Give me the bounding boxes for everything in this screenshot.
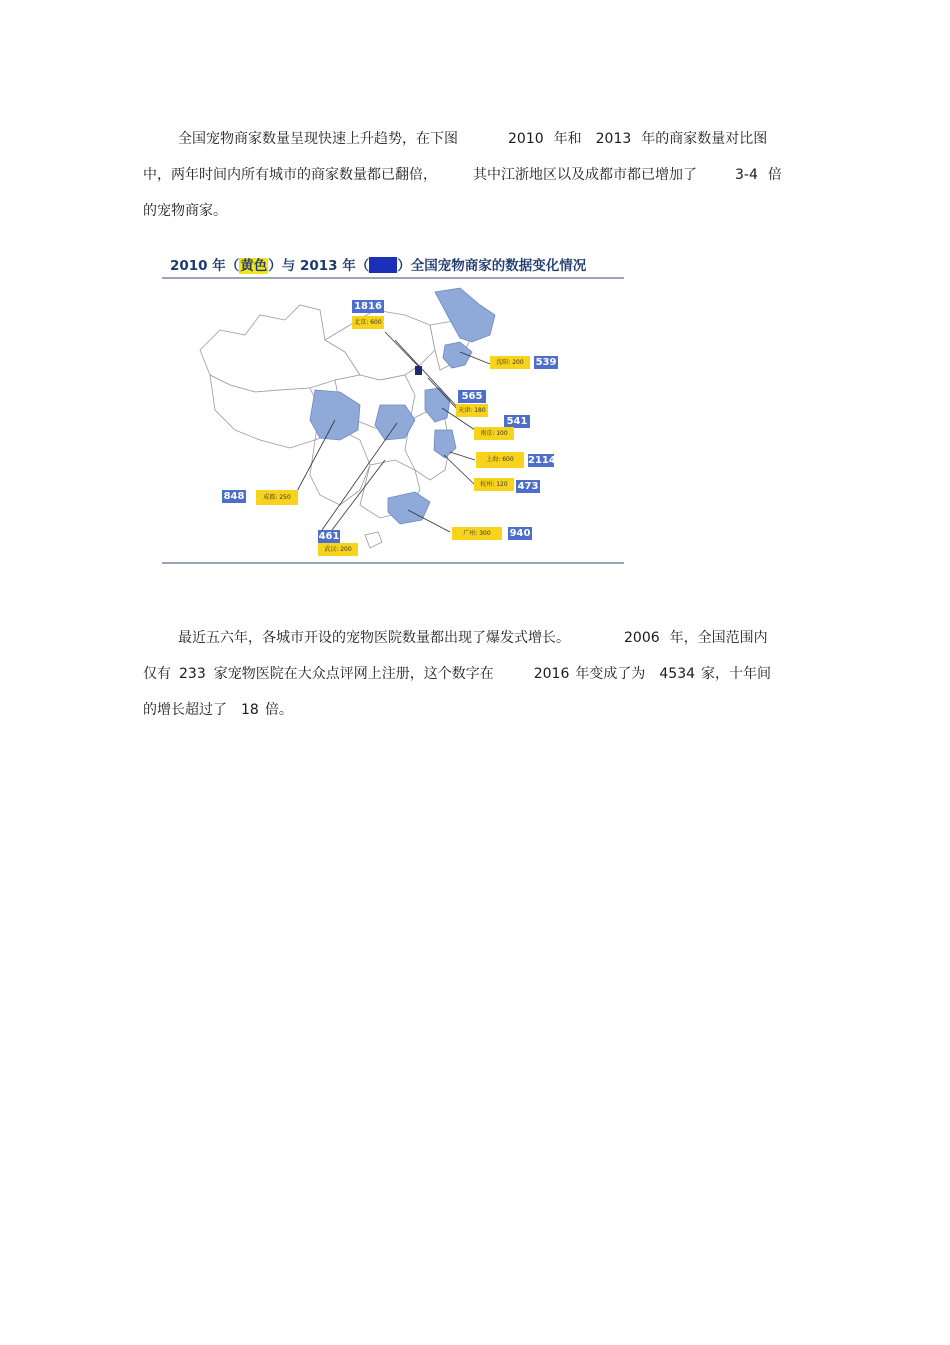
text-segment: 年，全国范围内 bbox=[669, 630, 768, 646]
hangzhou-2010-value: 杭州: 120 bbox=[474, 478, 514, 491]
chengdu-2010-value: 成都: 250 bbox=[256, 490, 298, 505]
text-segment: 18 bbox=[241, 702, 259, 718]
text-segment: 的宠物商家。 bbox=[143, 203, 227, 219]
text-segment: 倍。 bbox=[264, 702, 293, 718]
hangzhou-2013-value: 473 bbox=[517, 481, 539, 492]
text-segment: 233 bbox=[179, 666, 206, 682]
figure-bottom-rule bbox=[162, 562, 624, 564]
text-segment: 年和 bbox=[553, 131, 582, 147]
paragraph-1-line-2 bbox=[143, 164, 782, 184]
beijing-2013-value: 1816 bbox=[352, 300, 384, 313]
shanghai-2013-value: 2114 bbox=[528, 455, 556, 466]
paragraph-2-line-2 bbox=[143, 663, 771, 683]
text-segment: 仅有 bbox=[143, 666, 171, 682]
map-region-hainan bbox=[365, 532, 382, 548]
nanjing-2013-value: 541 bbox=[504, 415, 530, 428]
text-segment: 其中江浙地区以及成都市都已增加了 bbox=[473, 167, 697, 183]
figure-title-yellow: 黄色 bbox=[240, 258, 268, 274]
tianjin-2010-value: 天津: 180 bbox=[456, 404, 488, 417]
shenyang-2013-value: 539 bbox=[535, 357, 557, 368]
leader-line-shanghai bbox=[450, 452, 475, 460]
tianjin-2013-value: 565 bbox=[458, 390, 486, 403]
guangzhou-2010-value: 广州: 300 bbox=[452, 527, 502, 540]
text-segment: 2006 bbox=[624, 630, 660, 646]
beijing-marker bbox=[415, 366, 422, 375]
paragraph-1-line-3 bbox=[143, 200, 227, 220]
text-segment: 家宠物医院在大众点评网上注册，这个数字在 bbox=[213, 666, 494, 682]
chengdu-2013-value: 848 bbox=[223, 491, 245, 502]
wuhan-2013-value: 461 bbox=[318, 531, 340, 542]
text-segment: 4534 bbox=[659, 666, 696, 682]
paragraph-2-line-3 bbox=[143, 699, 293, 719]
text-segment: 最近五六年，各城市开设的宠物医院数量都出现了爆发式增长。 bbox=[178, 630, 570, 646]
wuhan-2010-value: 武汉: 200 bbox=[318, 543, 358, 556]
beijing-2010-value: 北京: 600 bbox=[352, 316, 384, 329]
text-segment: 家，十年间 bbox=[701, 666, 772, 682]
paragraph-2-line-1 bbox=[178, 627, 768, 647]
text-segment: 年变成了为 bbox=[575, 666, 646, 682]
china-map bbox=[160, 280, 625, 562]
text-segment: 2013 bbox=[595, 131, 632, 147]
text-segment: 2010 bbox=[508, 131, 544, 147]
text-segment: 3-4 bbox=[735, 167, 758, 183]
figure-title-part: 2010 年（ bbox=[170, 258, 240, 274]
shanghai-2010-value: 上海: 600 bbox=[476, 452, 524, 468]
figure-title-part: ）与 2013 年（ bbox=[268, 258, 370, 274]
nanjing-2010-value: 南京: 100 bbox=[474, 427, 514, 440]
map-region-guangdong bbox=[388, 492, 430, 524]
text-segment: 全国宠物商家数量呈现快速上升趋势，在下图 bbox=[178, 131, 458, 147]
map-region-south-west bbox=[310, 430, 370, 505]
pet-merchant-map-figure bbox=[160, 250, 625, 568]
text-segment: 的增长超过了 bbox=[143, 702, 227, 718]
leader-line-hangzhou bbox=[444, 455, 475, 485]
text-segment: 中，两年时间内所有城市的商家数量都已翻倍， bbox=[143, 167, 437, 183]
map-region-northwest bbox=[200, 305, 360, 392]
figure-title bbox=[170, 254, 586, 274]
figure-top-rule bbox=[162, 277, 624, 279]
legend-blue-swatch bbox=[369, 257, 397, 273]
guangzhou-2013-value: 940 bbox=[509, 528, 531, 539]
shenyang-2010-value: 沈阳: 200 bbox=[490, 356, 530, 369]
figure-title-part: ）全国宠物商家的数据变化情况 bbox=[397, 258, 587, 274]
text-segment: 2016 bbox=[533, 666, 570, 682]
text-segment: 倍 bbox=[767, 167, 782, 183]
text-segment: 年的商家数量对比图 bbox=[641, 131, 768, 147]
paragraph-1-line-1 bbox=[178, 128, 767, 148]
